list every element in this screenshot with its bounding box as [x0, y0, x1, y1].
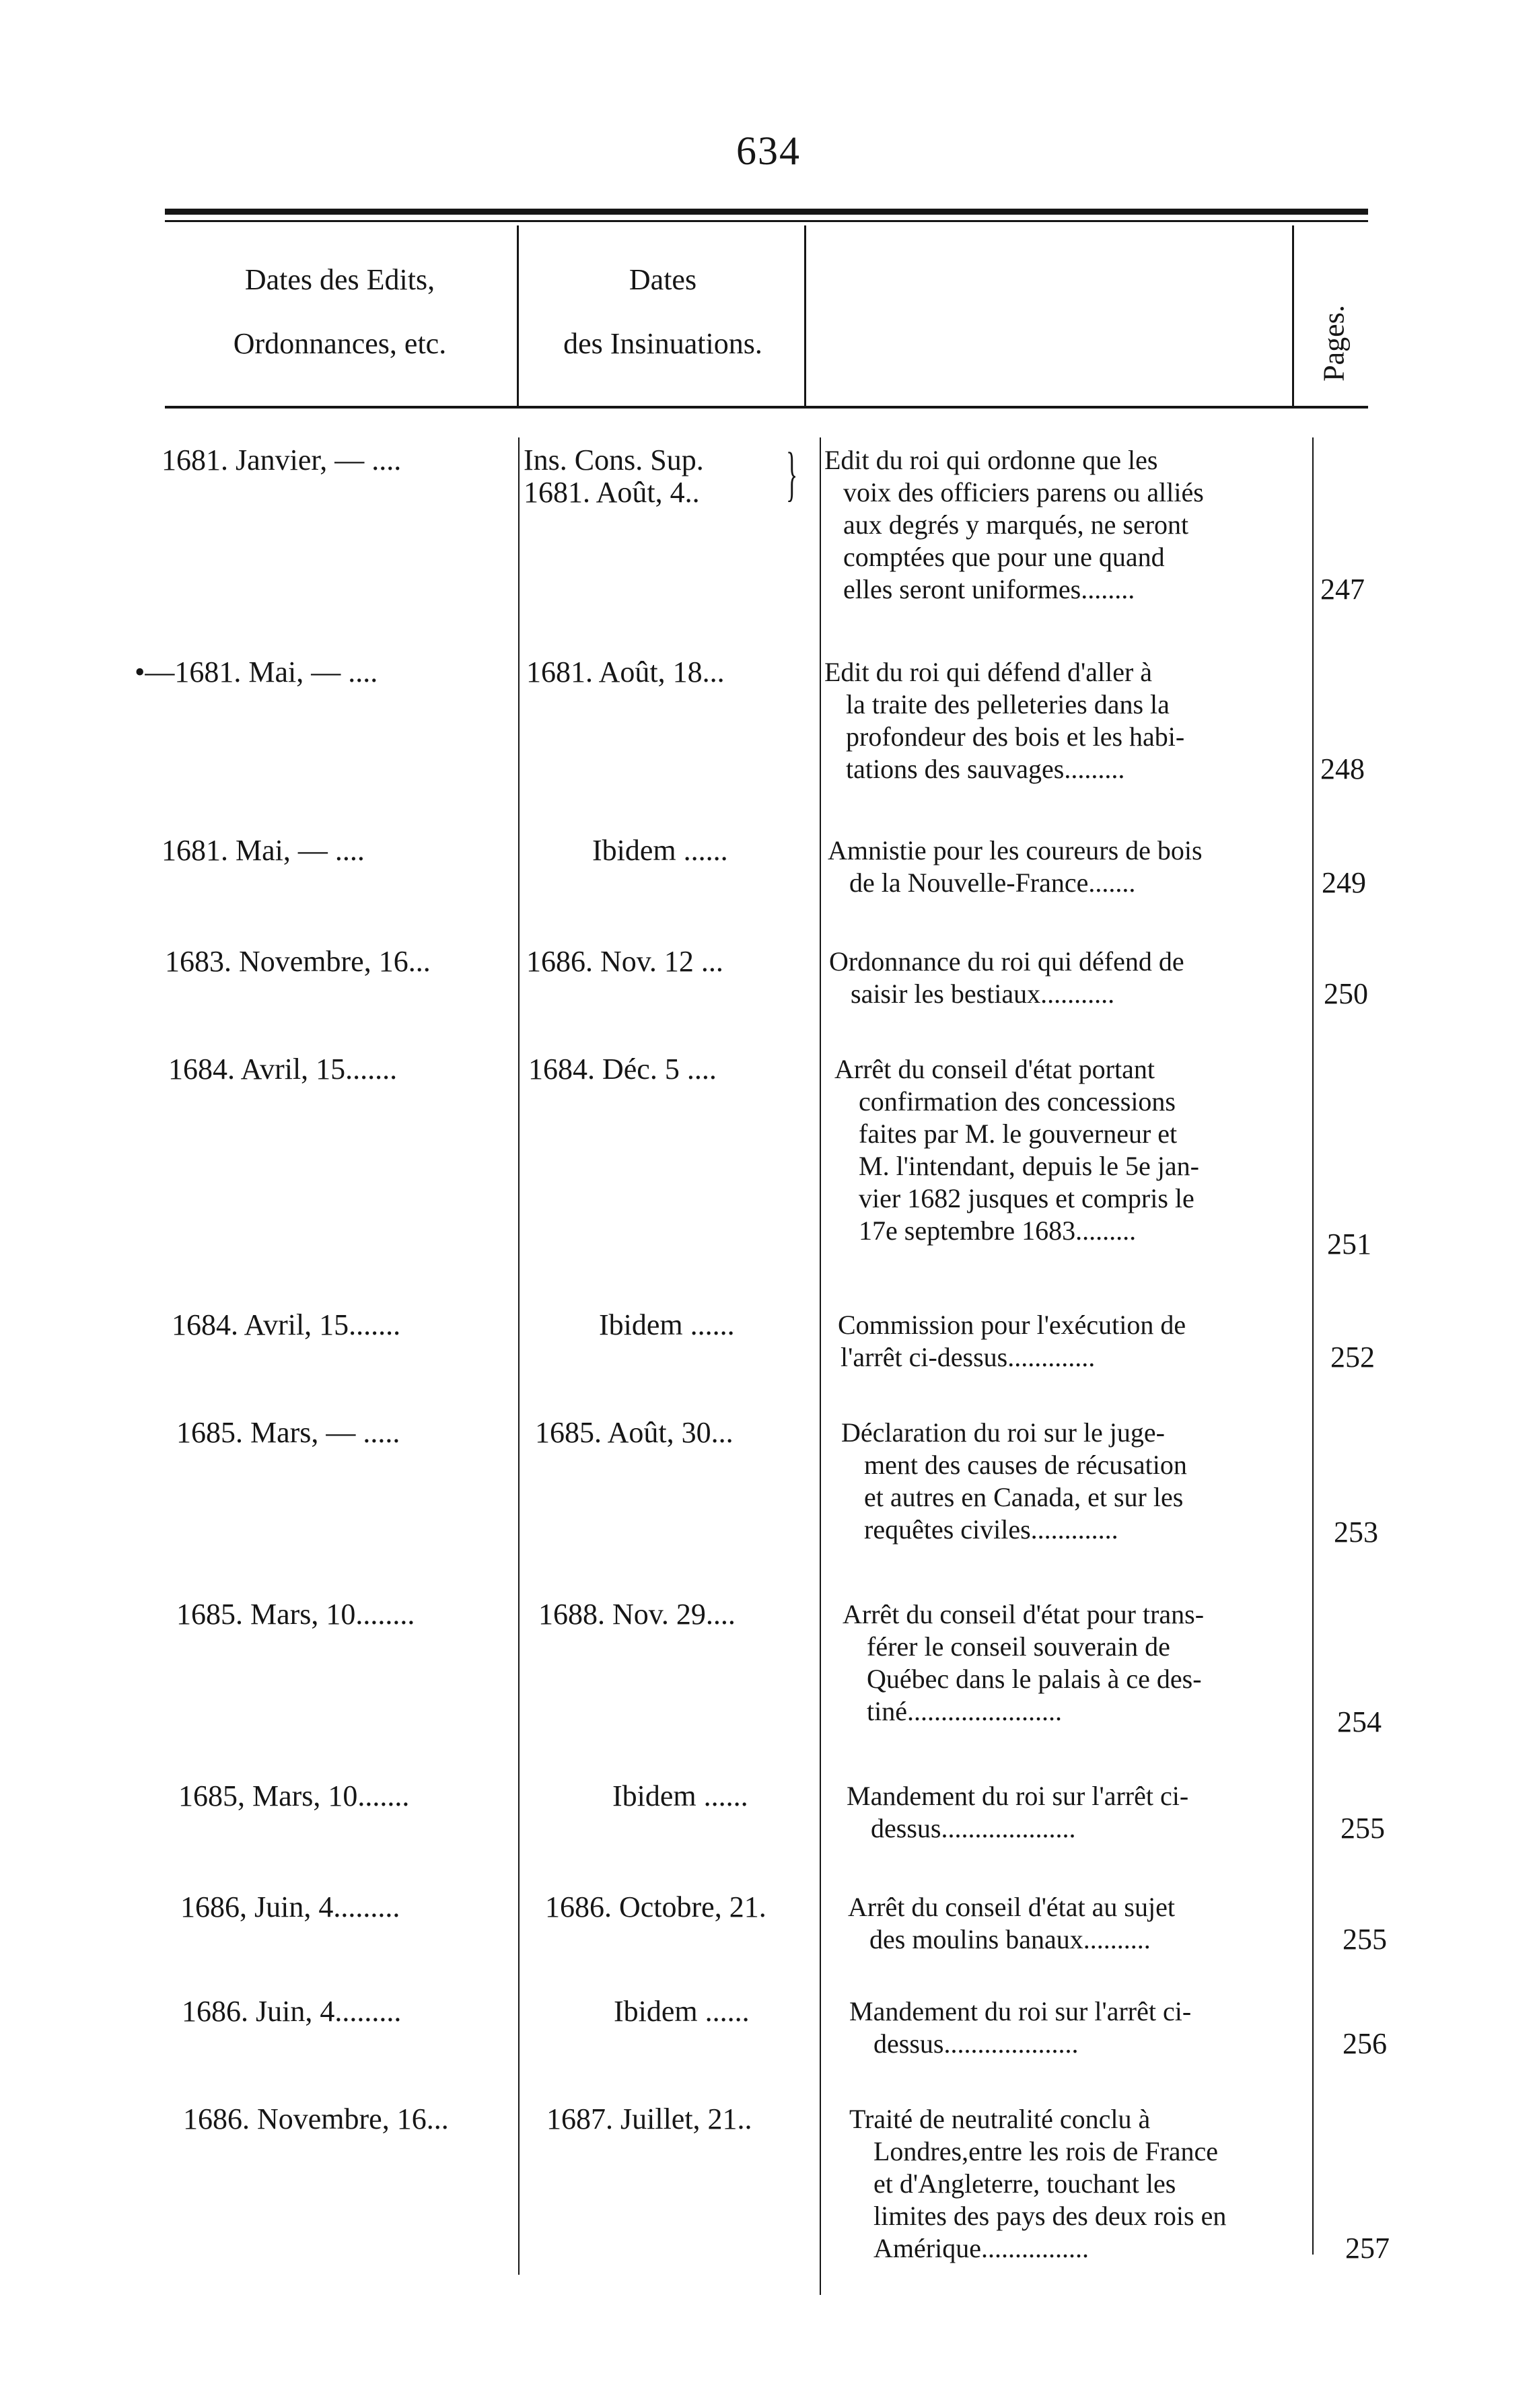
- date-edit: 1686, Juin, 4.........: [180, 1891, 400, 1923]
- header-pages-label: Pages.: [1317, 305, 1351, 382]
- date-insinuation: [545, 1891, 828, 1923]
- date-insinuation: [614, 1995, 836, 2028]
- description-line: confirmation des concessions: [859, 1086, 1176, 1117]
- header-dates-edits-line2: Ordonnances, etc.: [233, 326, 447, 360]
- date-insinuation: [612, 1780, 834, 1812]
- description-line: Arrêt du conseil d'état portant: [834, 1054, 1155, 1084]
- description-line: aux degrés y marqués, ne seront: [843, 509, 1189, 540]
- date-insinuation: [592, 835, 814, 867]
- description-line: des moulins banaux..........: [869, 1924, 1151, 1954]
- brace-symbol: }: [785, 441, 798, 507]
- page-ref: 252: [1330, 1341, 1375, 1374]
- description-line: M. l'intendant, depuis le 5e jan-: [859, 1151, 1199, 1181]
- date-insinuation: [526, 656, 809, 688]
- date-insinuation: [526, 946, 809, 978]
- description-line: Arrêt du conseil d'état au sujet: [848, 1892, 1175, 1922]
- description-line: Déclaration du roi sur le juge-: [841, 1417, 1165, 1448]
- header-divider-1: [517, 225, 519, 406]
- description: [841, 1417, 1312, 1546]
- description: [849, 2103, 1320, 2265]
- description-line: Arrêt du conseil d'état pour trans-: [843, 1599, 1205, 1629]
- insinuation-line: 1684. Déc. 5 ....: [528, 1053, 717, 1086]
- date-insinuation: [538, 1598, 821, 1631]
- insinuation-line: 1681. Août, 4..: [524, 476, 700, 509]
- page-ref: 250: [1324, 977, 1368, 1010]
- description-line: vier 1682 jusques et compris le: [859, 1183, 1194, 1213]
- description-line: Edit du roi qui défend d'aller à: [824, 657, 1153, 687]
- page-ref: 255: [1341, 1812, 1385, 1845]
- description-line: tiné.......................: [867, 1696, 1062, 1726]
- page-ref: 257: [1345, 2232, 1390, 2265]
- description: [848, 1891, 1319, 1956]
- header-divider-2: [804, 225, 806, 406]
- description-line: limites des pays des deux rois en: [873, 2201, 1227, 2231]
- date-edit: 1684. Avril, 15.......: [168, 1053, 398, 1086]
- description-line: l'arrêt ci-dessus.............: [841, 1342, 1096, 1372]
- date-edit: 1686. Juin, 4.........: [182, 1995, 402, 2028]
- description-line: Ordonnance du roi qui défend de: [829, 946, 1184, 977]
- description-line: Edit du roi qui ordonne que les: [824, 445, 1158, 475]
- description: [828, 835, 1299, 899]
- header-dates-edits-line1: Dates des Edits,: [244, 263, 435, 296]
- insinuation-line: 1685. Août, 30...: [535, 1417, 734, 1449]
- insinuation-line: Ibidem ......: [614, 1995, 750, 2028]
- header-rule: [165, 406, 1368, 409]
- description-line: Mandement du roi sur l'arrêt ci-: [847, 1781, 1189, 1811]
- header-pages: [1293, 283, 1374, 404]
- description: [843, 1598, 1314, 1728]
- description-line: Londres,entre les rois de France: [873, 2136, 1219, 2166]
- date-edit: 1681. Janvier, — ....: [162, 444, 402, 476]
- page-ref: 256: [1343, 2027, 1387, 2060]
- description-line: dessus....................: [871, 1813, 1076, 1843]
- insinuation-line: 1686. Octobre, 21.: [545, 1891, 766, 1923]
- date-edit: 1685, Mars, 10.......: [178, 1780, 410, 1812]
- description: [834, 1053, 1306, 1247]
- page-ref: 255: [1343, 1923, 1387, 1956]
- insinuation-line: 1686. Nov. 12 ...: [526, 946, 723, 978]
- description-line: voix des officiers parens ou alliés: [843, 477, 1204, 507]
- date-edit: •—1681. Mai, — ....: [135, 656, 378, 688]
- description-line: profondeur des bois et les habi-: [846, 721, 1185, 752]
- page-ref: 247: [1320, 573, 1365, 606]
- date-edit: 1681. Mai, — ....: [162, 835, 365, 867]
- description-line: et d'Angleterre, touchant les: [873, 2168, 1176, 2199]
- description-line: de la Nouvelle-France.......: [849, 867, 1136, 898]
- description-line: elles seront uniformes........: [843, 574, 1135, 604]
- description: [829, 946, 1300, 1010]
- date-insinuation: [535, 1417, 818, 1449]
- description-line: 17e septembre 1683.........: [859, 1215, 1137, 1246]
- description-line: Amnistie pour les coureurs de bois: [828, 835, 1203, 865]
- description-line: la traite des pelleteries dans la: [846, 689, 1170, 719]
- description: [838, 1309, 1309, 1374]
- description-line: faites par M. le gouverneur et: [859, 1119, 1178, 1149]
- page-number: 634: [736, 129, 801, 173]
- header-dates-insinuations: [522, 262, 804, 362]
- insinuation-line: Ibidem ......: [592, 835, 728, 867]
- date-edit: 1685. Mars, 10........: [176, 1598, 415, 1631]
- date-insinuation: [528, 1053, 811, 1086]
- description-line: Québec dans le palais à ce des-: [867, 1664, 1202, 1694]
- description-line: ment des causes de récusation: [864, 1450, 1187, 1480]
- description-line: comptées que pour une quand: [843, 542, 1165, 572]
- insinuation-line: Ins. Cons. Sup.: [524, 444, 704, 476]
- date-edit: 1684. Avril, 15.......: [172, 1309, 401, 1341]
- description: [824, 656, 1295, 785]
- description: [824, 444, 1289, 606]
- header-dates-insinuations-line2: des Insinuations.: [563, 326, 762, 360]
- top-rule-thin: [165, 220, 1368, 222]
- header-dates-edits: [165, 262, 515, 362]
- description-line: férer le conseil souverain de: [867, 1631, 1170, 1662]
- description-line: tations des sauvages.........: [846, 754, 1125, 784]
- date-insinuation: [524, 444, 779, 509]
- description-line: saisir les bestiaux...........: [851, 979, 1115, 1009]
- page-ref: 249: [1322, 866, 1366, 899]
- header-dates-insinuations-line1: Dates: [629, 263, 697, 296]
- insinuation-line: Ibidem ......: [612, 1780, 748, 1812]
- date-insinuation: [599, 1309, 821, 1341]
- date-edit: 1685. Mars, — .....: [176, 1417, 400, 1449]
- date-edit: 1683. Novembre, 16...: [165, 946, 431, 978]
- date-insinuation: [546, 2103, 829, 2135]
- description-line: Amérique................: [873, 2233, 1089, 2263]
- description-line: dessus....................: [873, 2028, 1079, 2059]
- description-line: requêtes civiles.............: [864, 1514, 1118, 1545]
- top-rule-thick: [165, 209, 1368, 215]
- page-ref: 253: [1334, 1516, 1378, 1549]
- description: [847, 1780, 1318, 1845]
- date-edit: 1686. Novembre, 16...: [183, 2103, 449, 2135]
- page-ref: 254: [1337, 1705, 1382, 1738]
- description-line: Mandement du roi sur l'arrêt ci-: [849, 1996, 1192, 2026]
- insinuation-line: 1688. Nov. 29....: [538, 1598, 736, 1631]
- page-ref: 251: [1327, 1228, 1371, 1261]
- page-ref: 248: [1320, 752, 1365, 785]
- insinuation-line: 1687. Juillet, 21..: [546, 2103, 752, 2135]
- description-line: et autres en Canada, et sur les: [864, 1482, 1184, 1512]
- header-divider-3: [1292, 225, 1294, 406]
- description-line: Traité de neutralité conclu à: [849, 2104, 1151, 2134]
- insinuation-line: Ibidem ......: [599, 1309, 735, 1341]
- insinuation-line: 1681. Août, 18...: [526, 656, 725, 688]
- description-line: Commission pour l'exécution de: [838, 1310, 1186, 1340]
- description: [849, 1995, 1320, 2060]
